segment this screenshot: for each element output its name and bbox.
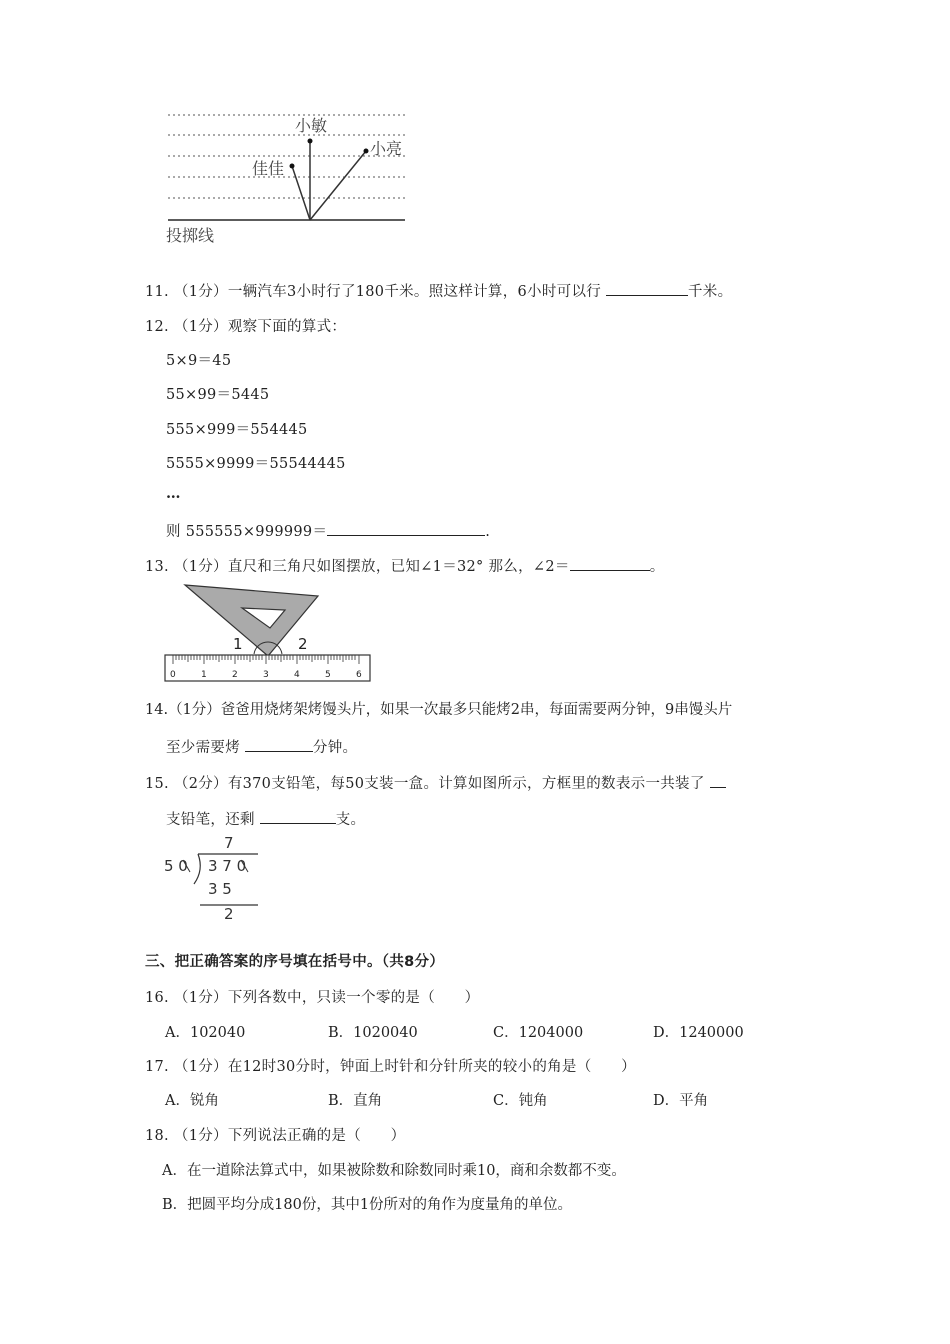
q12-equation-1: 5×9＝45 <box>166 353 232 369</box>
q13-answer-blank[interactable] <box>570 556 650 571</box>
question-14 <box>145 698 732 719</box>
q12-final <box>166 520 490 541</box>
q17-score: （1分） <box>173 1059 228 1075</box>
q15-answer-blank-2[interactable] <box>260 809 336 824</box>
q13-suffix: 。 <box>649 559 665 575</box>
svg-text:1: 1 <box>201 670 207 680</box>
q15-line2-suffix: 支。 <box>335 812 366 828</box>
svg-text:5: 5 <box>325 670 331 680</box>
label-xiaoliang: 小亮 <box>370 139 403 158</box>
q14-number: 14. <box>145 702 169 718</box>
q15-text: 有370支铅笔，每50支装一盒。计算如图所示，方框里的数表示一共装了 <box>227 776 705 792</box>
question-13 <box>145 555 665 576</box>
angle-1-label: 1 <box>233 635 243 653</box>
q14-line2-suffix: 分钟。 <box>312 740 358 756</box>
q12-score: （1分） <box>173 319 228 335</box>
q13-text: 直尺和三角尺如图摆放，已知∠1＝32° 那么，∠2＝ <box>227 559 570 575</box>
q12-equation-4: 5555×9999＝55544445 <box>166 456 346 472</box>
q16-option-a[interactable]: A．102040 <box>165 1025 246 1041</box>
q17-number: 17. <box>145 1059 169 1075</box>
question-15 <box>145 772 726 793</box>
q15-answer-blank-1[interactable] <box>710 773 726 788</box>
question-11 <box>145 280 732 301</box>
q12-final-prefix: 则 555555×999999＝ <box>166 524 328 540</box>
question-17 <box>145 1055 636 1076</box>
q12-answer-blank[interactable] <box>327 521 485 536</box>
ruler-triangle-figure <box>160 580 380 685</box>
question-18 <box>145 1124 405 1145</box>
q16-score: （1分） <box>173 990 228 1006</box>
division-dividend: 3 7 0 <box>208 857 247 875</box>
q17-text: 在12时30分时，钟面上时针和分针所夹的较小的角是（ ） <box>227 1059 636 1075</box>
ruler-triangle-diagram <box>160 580 380 685</box>
q15-line2 <box>166 808 365 829</box>
q15-line2-prefix: 支铅笔，还剩 <box>166 812 255 828</box>
q18-score: （1分） <box>173 1128 228 1144</box>
question-12 <box>145 315 346 336</box>
q15-score: （2分） <box>173 776 228 792</box>
q13-number: 13. <box>145 559 169 575</box>
label-jiajia: 佳佳 <box>252 159 285 178</box>
division-quotient: 7 <box>224 834 234 852</box>
angle-2-label: 2 <box>298 635 308 653</box>
label-xiaomin: 小敏 <box>295 116 328 135</box>
q14-line2 <box>166 736 357 757</box>
q12-ellipsis: … <box>166 485 181 502</box>
q12-number: 12. <box>145 319 169 335</box>
q18-option-a[interactable]: A．在一道除法算式中，如果被除数和除数同时乘10，商和余数都不变。 <box>162 1163 626 1179</box>
q17-option-a[interactable]: A．锐角 <box>165 1093 219 1109</box>
q16-option-d[interactable]: D．1240000 <box>653 1025 744 1041</box>
q15-number: 15. <box>145 776 169 792</box>
throw-figure <box>160 100 420 250</box>
q18-number: 18. <box>145 1128 169 1144</box>
q12-text: 观察下面的算式： <box>227 319 347 335</box>
q11-number: 11. <box>145 284 169 300</box>
q18-option-b[interactable]: B．把圆平均分成180份，其中1份所对的角作为度量角的单位。 <box>162 1197 573 1213</box>
label-baseline: 投掷线 <box>166 226 215 245</box>
division-product: 3 5 <box>208 880 232 898</box>
q11-text: 一辆汽车3小时行了180千米。照这样计算，6小时可以行 <box>227 284 602 300</box>
q14-line2-prefix: 至少需要烤 <box>166 740 240 756</box>
q14-answer-blank[interactable] <box>245 737 313 752</box>
svg-text:2: 2 <box>232 670 238 680</box>
q16-option-c[interactable]: C．1204000 <box>493 1025 584 1041</box>
svg-text:6: 6 <box>356 670 362 680</box>
section-3-title: 三、把正确答案的序号填在括号中。（共8分） <box>145 954 445 970</box>
q14-score: （1分） <box>168 702 221 718</box>
q14-text: 爸爸用烧烤架烤馒头片，如果一次最多只能烤2串，每面需要两分钟，9串馒头片 <box>220 702 733 718</box>
q12-final-suffix: . <box>485 524 491 540</box>
question-16 <box>145 986 479 1007</box>
long-division-figure <box>160 832 270 927</box>
division-remainder: 2 <box>224 905 234 923</box>
q11-score: （1分） <box>173 284 228 300</box>
division-divisor: 5 0 <box>164 857 188 875</box>
q12-equation-2: 55×99＝5445 <box>166 387 270 403</box>
q11-answer-blank[interactable] <box>606 281 688 296</box>
q17-option-d[interactable]: D．平角 <box>653 1093 709 1109</box>
svg-text:3: 3 <box>263 670 269 680</box>
q16-option-b[interactable]: B．1020040 <box>328 1025 418 1041</box>
svg-text:4: 4 <box>294 670 300 680</box>
q17-option-b[interactable]: B．直角 <box>328 1093 383 1109</box>
q16-number: 16. <box>145 990 169 1006</box>
q13-score: （1分） <box>173 559 228 575</box>
svg-text:0: 0 <box>170 670 176 680</box>
q16-text: 下列各数中，只读一个零的是（ ） <box>227 990 480 1006</box>
q18-text: 下列说法正确的是（ ） <box>227 1128 406 1144</box>
q12-equation-3: 555×999＝554445 <box>166 422 308 438</box>
q11-suffix: 千米。 <box>687 284 733 300</box>
q17-option-c[interactable]: C．钝角 <box>493 1093 548 1109</box>
